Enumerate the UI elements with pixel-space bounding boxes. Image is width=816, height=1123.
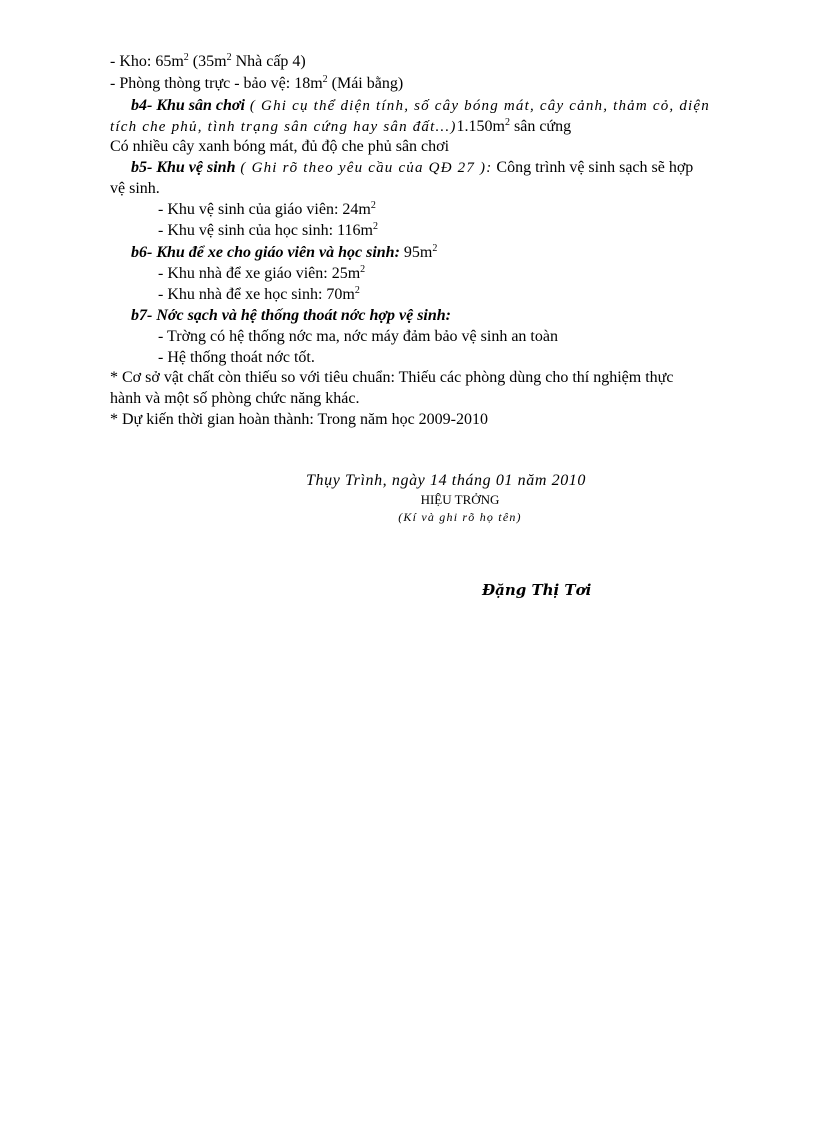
b5-teacher-toilet: - Khu vệ sinh của giáo viên: $24m^2$ <box>158 200 376 218</box>
b4-description: Có nhiều cây xanh bóng mát, đủ độ che phủ sân chơi <box>110 138 450 155</box>
b5-student-toilet: - Khu vệ sinh của học sinh: $116m^2$ <box>158 221 378 239</box>
b4-note-line: tích che phủ, tình trạng sân cứng hay sân $đất...)1.150m^2$ sân cứng <box>110 117 572 135</box>
kho-line: - Kho: $65m^2$ ($35m^2$ Nhà cấp 4) <box>110 52 306 70</box>
b4-heading-line: b4- Khu sân chơi ( Ghi cụ thể diện tính, số cây bóng mát, cây cảnh, thảm cỏ, diện <box>131 97 710 114</box>
b7-drainage: - Hệ thống thoát nớc tốt. <box>158 349 315 366</box>
facilities-shortage-line1: * Cơ sở vật chất còn thiếu so với tiêu chuẩn: Thiếu các phòng dùng cho thí nghiệm thực <box>110 369 674 386</box>
b7-water-supply: - Trờng có hệ thống nớc ma, nớc máy đảm bảo vệ sinh an toàn <box>158 328 558 345</box>
phong-truc-line: - Phòng thòng trực - bảo vệ: $18m^2$ (Mái bằng) <box>110 74 404 92</box>
completion-plan: * Dự kiến thời gian hoàn thành: Trong năm học 2009-2010 <box>110 411 488 428</box>
b5-heading-line: b5- Khu vệ sinh ( Ghi rõ theo yêu cầu của QĐ 27 ): Công trình vệ sinh sạch sẽ hợp <box>131 159 694 176</box>
b7-heading-line: b7- Nớc sạch và hệ thống thoát nớc hợp vệ sinh: <box>131 307 451 324</box>
b6-student-parking: - Khu nhà để xe học sinh: $70m^2$ <box>158 285 360 303</box>
b6-teacher-parking: - Khu nhà để xe giáo viên: $25m^2$ <box>158 264 366 282</box>
b6-heading-line: b6- Khu để xe cho giáo viên và học sinh: $95m^2$ <box>131 243 438 261</box>
sign-instruction: (Kí và ghi rõ họ tên) <box>398 510 522 524</box>
principal-signature-name: Đặng Thị Tơi <box>482 581 592 599</box>
facilities-shortage-line2: hành và một số phòng chức năng khác. <box>110 390 360 407</box>
place-date: Thụy Trình, ngày 14 tháng 01 năm 2010 <box>306 472 586 489</box>
b5-continuation: vệ sinh. <box>110 180 160 197</box>
principal-title: HIỆU TRỞNG <box>420 492 500 507</box>
